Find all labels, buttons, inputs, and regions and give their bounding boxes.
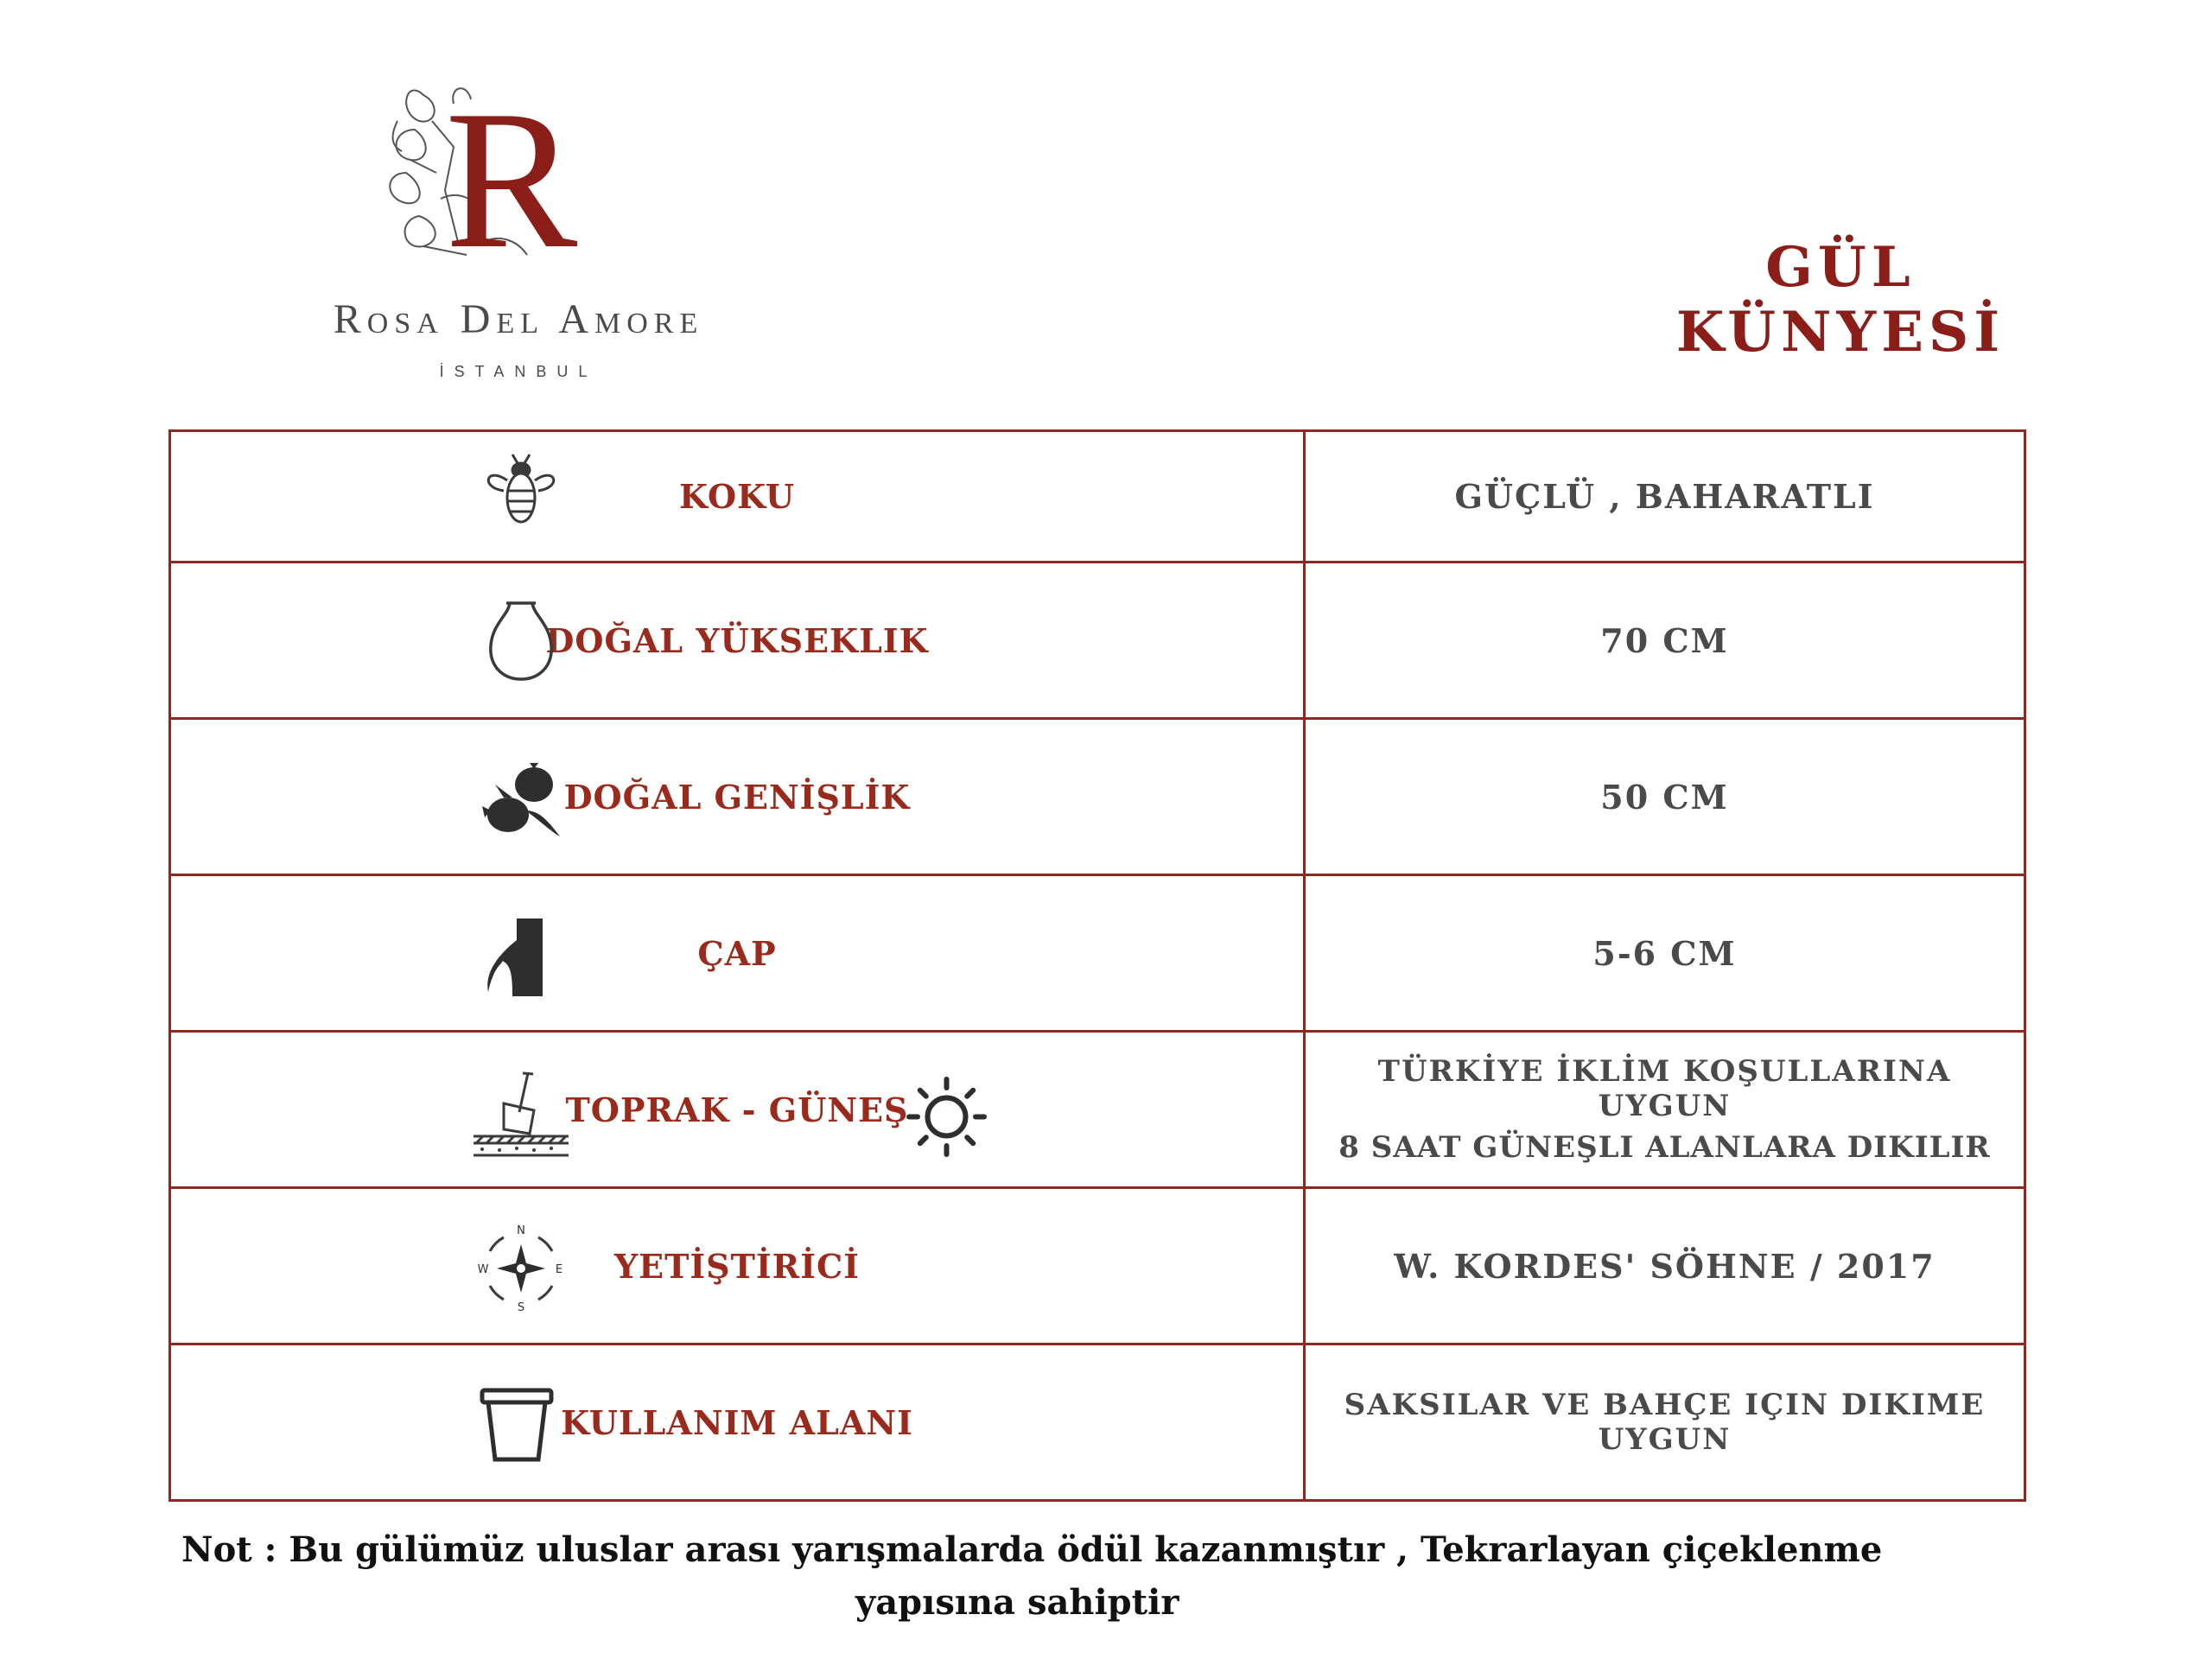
- value-gunes: 8 SAAT GÜNEŞLI ALANLARA DIKILIR: [1338, 1130, 1991, 1165]
- label-toprak-gunes: TOPRAK - GÜNEŞ: [565, 1090, 909, 1129]
- sun-icon: [906, 1076, 988, 1158]
- table-row: [170, 1032, 2025, 1188]
- svg-text:S: S: [517, 1301, 525, 1312]
- value-koku: GÜÇLÜ , BAHARATLI: [1454, 477, 1875, 516]
- pot-icon: [478, 1383, 556, 1465]
- page-title: GÜL KÜNYESİ: [1675, 235, 2005, 365]
- table-row: [170, 719, 2025, 875]
- brand-name: Rosa Del Amore: [333, 296, 704, 342]
- brand-logo: [259, 69, 778, 397]
- label-koku: KOKU: [679, 477, 795, 516]
- svg-text:E: E: [555, 1263, 563, 1276]
- table-row: [170, 563, 2025, 719]
- label-genislik: DOĞAL GENİŞLİK: [563, 777, 911, 817]
- vase-icon: [482, 598, 560, 684]
- footnote-line1: Not : Bu gülümüz uluslar arası yarışmalarda ödül kazanmıştır , Tekrarlayan çiçeklenme: [181, 1529, 1883, 1570]
- bee-icon: [478, 453, 564, 531]
- value-genislik: 50 CM: [1600, 777, 1729, 817]
- value-kullanim: SAKSILAR VE BAHÇE IÇIN DIKIME UYGUN: [1344, 1388, 1986, 1457]
- leaf-shape-icon: [478, 914, 556, 1001]
- label-cap: ÇAP: [697, 933, 777, 973]
- value-yukseklik: 70 CM: [1600, 620, 1729, 660]
- table-row: [170, 1188, 2025, 1344]
- rose-spec-table: [168, 429, 2026, 1502]
- label-yukseklik: DOĞAL YÜKSEKLIK: [545, 620, 929, 660]
- table-row: [170, 1344, 2025, 1501]
- value-cap: 5-6 CM: [1592, 933, 1737, 973]
- label-kullanim: KULLANIM ALANI: [561, 1402, 913, 1442]
- floral-monogram-icon: [372, 69, 631, 294]
- footnote: [181, 1529, 2039, 1623]
- rosehip-icon: [478, 759, 564, 841]
- value-iklim: TÜRKİYE İKLİM KOŞULLARINA UYGUN: [1377, 1054, 1952, 1123]
- value-yetistirici: W. KORDES' SÖHNE / 2017: [1394, 1246, 1936, 1286]
- table-row: [170, 431, 2025, 563]
- footnote-line2: yapısına sahiptir: [855, 1582, 1179, 1623]
- shovel-soil-icon: [469, 1069, 573, 1164]
- svg-text:N: N: [517, 1225, 525, 1237]
- table-row: [170, 875, 2025, 1032]
- label-yetistirici: YETİŞTİRİCİ: [613, 1246, 860, 1286]
- brand-city: İSTANBUL: [439, 363, 598, 380]
- compass-icon: [478, 1225, 564, 1312]
- svg-text:W: W: [478, 1263, 489, 1276]
- svg-text:R: R: [445, 69, 578, 289]
